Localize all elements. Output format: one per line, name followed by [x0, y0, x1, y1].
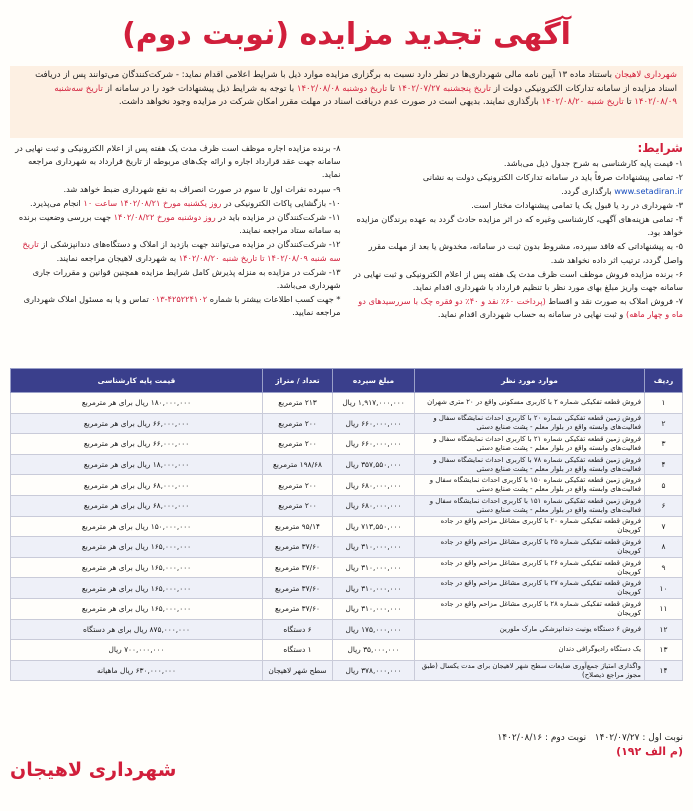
intro-date-2: تاریخ دوشنبه ۱۴۰۲/۰۸/۰۸: [296, 83, 388, 94]
intro-date-4: تاریخ شنبه ۱۴۰۲/۰۸/۲۰: [541, 97, 624, 107]
cell-deposit: ۳۵,۰۰۰,۰۰۰ ریال: [333, 640, 415, 661]
cell-item: فروش زمین قطعه تفکیکی شماره ۱۵۱ با کاربری احداث نمایشگاه سفال و فعالیت‌های وابسته واقع در بلوار معلم - پشت صنایع دستی: [415, 495, 645, 516]
cell-deposit: ۱,۹۱۷,۰۰۰,۰۰۰ ریال: [333, 393, 415, 414]
cell-deposit: ۶۶۰,۰۰۰,۰۰۰ ریال: [333, 434, 415, 455]
cell-item: فروش قطعه تفکیکی شماره ۲۷ با کاربری مشاغل مزاحم واقع در جاده کوریجان: [415, 578, 645, 599]
condition-2-tail: بارگذاری گردد.: [561, 185, 612, 196]
condition-2: [353, 171, 684, 197]
cell-area: ۲۰۰ مترمربع: [263, 434, 333, 455]
table-row: [11, 619, 683, 640]
cell-area: ۱۹۸/۶۸ مترمربع: [263, 454, 333, 475]
cell-base-price: ۷۰۰,۰۰۰,۰۰۰ ریال: [11, 640, 263, 661]
table-row: [11, 557, 683, 578]
cell-area: ۱ دستگاه: [263, 640, 333, 661]
table-row: [11, 640, 683, 661]
cell-area: ۶ دستگاه: [263, 619, 333, 640]
cell-area: ۳۷/۶۰ مترمربع: [263, 537, 333, 558]
table-row: [11, 475, 683, 496]
cell-deposit: ۳۱۰,۰۰۰,۰۰۰ ریال: [333, 578, 415, 599]
condition-11-date: روز دوشنبه مورخ ۱۴۰۲/۰۸/۲۲: [113, 212, 216, 223]
table-row: [11, 393, 683, 414]
cell-area: ۳۷/۶۰ مترمربع: [263, 557, 333, 578]
cell-item: فروش ۶ دستگاه یونیت دندانپزشکی مارک ملورین: [415, 619, 645, 640]
table-row: [11, 516, 683, 537]
cell-row-no: ۱۳: [645, 640, 683, 661]
footer: [10, 731, 683, 803]
cell-row-no: ۵: [645, 475, 683, 496]
cell-deposit: ۳۵۷,۵۵۰,۰۰۰ ریال: [333, 454, 415, 475]
cell-deposit: ۶۸۰,۰۰۰,۰۰۰ ریال: [333, 495, 415, 516]
conditions-left: [10, 142, 341, 360]
col-header-item: موارد مورد نظر: [415, 369, 645, 393]
cell-row-no: ۳: [645, 434, 683, 455]
cell-deposit: ۶۶۰,۰۰۰,۰۰۰ ریال: [333, 413, 415, 434]
table-row: [11, 578, 683, 599]
publish-dates: [10, 731, 683, 745]
col-header-deposit: مبلغ سپرده: [333, 369, 415, 393]
cell-base-price: ۶۸,۰۰۰,۰۰۰ ریال برای هر مترمربع: [11, 495, 263, 516]
condition-14-text: * جهت کسب اطلاعات بیشتر با شماره: [209, 294, 341, 305]
cell-base-price: ۶۸,۰۰۰,۰۰۰ ریال برای هر مترمربع: [11, 475, 263, 496]
cell-base-price: ۱۵۰,۰۰۰,۰۰۰ ریال برای هر مترمربع: [11, 516, 263, 537]
condition-5: ۵- به پیشنهاداتی که فاقد سپرده، مشروط بدون ثبت در سامانه، مخدوش یا بعد از مهلت مقرر واصل گردد، ترتیب اثر داده نخواهد شد.: [368, 241, 683, 265]
cell-row-no: ۱: [645, 393, 683, 414]
condition-8: ۸- برنده مزایده اجاره موظف است ظرف مدت یک هفته پس از اعلام الکترونیکی و ثبت نهایی در سامانه جهت عقد قرارداد اجاره و ارائه چک‌های مربوطه از تاریخ قرارداد به شهرداری مراجعه نماید.: [15, 143, 341, 180]
cell-area: ۲۰۰ مترمربع: [263, 495, 333, 516]
table-row: [11, 598, 683, 619]
condition-12-tail: به شهرداری لاهیجان مراجعه نمایند.: [56, 252, 177, 263]
cell-base-price: ۸۷۵,۰۰۰,۰۰۰ ریال برای هر دستگاه: [11, 619, 263, 640]
condition-12-text: ۱۲- شرکت‌کنندگان در مزایده می‌توانند جهت بازدید از املاک و دستگاه‌های دندانپزشکی از: [41, 239, 341, 250]
cell-row-no: ۴: [645, 454, 683, 475]
conditions-heading: شرایط:: [637, 142, 683, 155]
second-publish: نوبت دوم : ۱۴۰۲/۰۸/۱۶: [497, 733, 587, 743]
condition-1: ۱- قیمت پایه کارشناسی به شرح جدول ذیل می‌باشد.: [503, 158, 683, 169]
cell-item: فروش قطعه تفکیکی شماره ۲۶ با کاربری مشاغل مزاحم واقع در جاده کوریجان: [415, 557, 645, 578]
cell-base-price: ۱۶۵,۰۰۰,۰۰۰ ریال برای هر مترمربع: [11, 578, 263, 599]
cell-row-no: ۸: [645, 537, 683, 558]
condition-10-tail: انجام می‌پذیرد.: [29, 197, 81, 208]
col-header-row-no: ردیف: [645, 369, 683, 393]
condition-7-terms: (پرداخت ۶۰٪ نقد و ۴۰٪ دو فقره چک با سررسیدهای دو ماه و چهار ماهه): [358, 296, 683, 320]
cell-deposit: ۳۷۸,۰۰۰,۰۰۰ ریال: [333, 660, 415, 681]
cell-base-price: ۱۸۰,۰۰۰,۰۰۰ ریال برای هر مترمربع: [11, 393, 263, 414]
cell-item: فروش قطعه تفکیکی شماره ۲ با کاربری مسکونی واقع در ۲۰ متری شهران: [415, 393, 645, 414]
condition-14-tail: تماس و یا به مسئول املاک شهرداری مراجعه نمایید.: [23, 294, 341, 318]
cell-base-price: ۶۶,۰۰۰,۰۰۰ ریال برای هر مترمربع: [11, 434, 263, 455]
conditions-right: [353, 142, 684, 360]
cell-row-no: ۶: [645, 495, 683, 516]
cell-area: ۳۷/۶۰ مترمربع: [263, 578, 333, 599]
condition-11: [10, 211, 341, 237]
cell-deposit: ۳۱۰,۰۰۰,۰۰۰ ریال: [333, 557, 415, 578]
condition-4: ۴- تمامی هزینه‌های آگهی، کارشناسی وغیره که در اثر مزایده حادث گردد به عهده برندگان مزایده خواهد بود.: [356, 214, 683, 238]
cell-deposit: ۳۱۰,۰۰۰,۰۰۰ ریال: [333, 598, 415, 619]
cell-row-no: ۱۰: [645, 578, 683, 599]
col-header-area: تعداد / متراژ: [263, 369, 333, 393]
cell-base-price: ۱۶۵,۰۰۰,۰۰۰ ریال برای هر مترمربع: [11, 598, 263, 619]
col-header-base-price: قیمت پایه کارشناسی: [11, 369, 263, 393]
condition-12-date: تاریخ سه شنبه ۱۴۰۲/۰۸/۰۹ تا تاریخ شنبه ۱۴۰۲/۰۸/۲۰: [22, 239, 341, 263]
table-row: [11, 413, 683, 434]
intro-date-3: تاریخ سه‌شنبه ۱۴۰۲/۰۸/۰۹: [54, 83, 677, 107]
condition-6: ۶- برنده مزایده فروش موظف است ظرف مدت یک هفته پس از اعلام الکترونیکی و ثبت نهایی در سامانه جهت واریز مبلغ بهای مورد نظر با تنظیم قرارداد با شهرداری اقدام نماید.: [353, 268, 683, 293]
cell-item: فروش زمین قطعه تفکیکی شماره ۱۵۰ با کاربری احداث نمایشگاه سفال و فعالیت‌های وابسته واقع در بلوار معلم - پشت صنایع دستی: [415, 475, 645, 496]
cell-row-no: ۱۱: [645, 598, 683, 619]
condition-11-text: ۱۱- شرکت‌کنندگان در مزایده باید در: [218, 212, 341, 223]
intro-paragraph: [10, 66, 683, 138]
intro-text-1: باستناد ماده ۱۳ آیین نامه مالی شهرداری‌ها در نظر دارد نسبت به برگزاری مزایده موارد ذیل با شرایط اعلامی اقدام نماید: - شرکت‌کنندگان می‌توانند پس از دریافت اسناد مزایده از سامانه تدارکات الکترونیکی دولت از: [35, 70, 677, 94]
cell-base-price: ۱۶۵,۰۰۰,۰۰۰ ریال برای هر مترمربع: [11, 537, 263, 558]
cell-base-price: ۱۸,۰۰۰,۰۰۰ ریال برای هر مترمربع: [11, 454, 263, 475]
auction-table: [10, 368, 683, 681]
condition-14-phone: ۴۲۵۲۲۴۱۰۲-۰۱۳: [151, 294, 208, 305]
condition-14: [10, 293, 341, 319]
cell-item: فروش قطعه تفکیکی شماره ۲۵ با کاربری مشاغل مزاحم واقع در جاده کوریجان: [415, 537, 645, 558]
cell-row-no: ۱۲: [645, 619, 683, 640]
cell-row-no: ۷: [645, 516, 683, 537]
cell-row-no: ۹: [645, 557, 683, 578]
table-row: [11, 660, 683, 681]
table-row: [11, 537, 683, 558]
cell-item: واگذاری امتیاز جمع‌آوری ضایعات سطح شهر لاهیجان برای مدت یکسال (طبق مجوز مراجع ذیصلاح): [415, 660, 645, 681]
condition-11-tail: جهت بررسی وضعیت برنده به سامانه ستاد مراجعه نمایند.: [18, 212, 341, 236]
cell-base-price: ۶۶,۰۰۰,۰۰۰ ریال برای هر مترمربع: [11, 413, 263, 434]
condition-10-text: ۱۰- بازگشایی پاکات الکترونیکی در: [224, 197, 341, 208]
cell-item: فروش زمین قطعه تفکیکی شماره ۷۸ با کاربری احداث نمایشگاه سفال و فعالیت‌های وابسته واقع در بلوار معلم - پشت صنایع دستی: [415, 454, 645, 475]
table-row: [11, 434, 683, 455]
condition-13: ۱۳- شرکت در مزایده به منزله پذیرش کامل شرایط مزایده همچنین قوانین و مقررات جاری شهرداری می‌باشد.: [32, 266, 341, 291]
condition-7-tail: و ثبت نهایی در سامانه به حساب شهرداری اقدام نماید.: [437, 309, 624, 320]
condition-7: [353, 295, 684, 321]
cell-row-no: ۲: [645, 413, 683, 434]
cell-deposit: ۱۷۵,۰۰۰,۰۰۰ ریال: [333, 619, 415, 640]
condition-12: [10, 238, 341, 264]
cell-base-price: ۶۳۰,۰۰۰,۰۰۰ ریال ماهیانه: [11, 660, 263, 681]
cell-item: فروش قطعه تفکیکی شماره ۲۰ با کاربری مشاغل مزاحم واقع در جاده کوریجان: [415, 516, 645, 537]
conditions-columns: [10, 142, 683, 360]
cell-item: فروش زمین قطعه تفکیکی شماره ۲۰ با کاربری احداث نمایشگاه سفال و فعالیت‌های وابسته واقع در بلوار معلم - پشت صنایع دستی: [415, 413, 645, 434]
intro-text-5: بارگذاری نمایند. بدیهی است در صورت عدم دریافت اسناد در مهلت مقرر امکان شرکت در مزایده وجود نخواهد داشت.: [118, 97, 539, 107]
cell-area: ۲۰۰ مترمربع: [263, 413, 333, 434]
intro-date-1: تاریخ پنجشنبه ۱۴۰۲/۰۷/۲۷: [397, 83, 491, 94]
cell-deposit: ۳۱۰,۰۰۰,۰۰۰ ریال: [333, 537, 415, 558]
ad-code: (م الف ۱۹۲): [616, 745, 683, 758]
cell-base-price: ۱۶۵,۰۰۰,۰۰۰ ریال برای هر مترمربع: [11, 557, 263, 578]
cell-deposit: ۷۱۳,۵۵۰,۰۰۰ ریال: [333, 516, 415, 537]
condition-2-site: www.setadiran.ir: [614, 185, 683, 196]
cell-row-no: ۱۴: [645, 660, 683, 681]
condition-2-text: ۲- تمامی پیشنهادات صرفاً باید در سامانه تدارکات الکترونیکی دولت به نشانی: [422, 172, 683, 183]
condition-10: [10, 197, 341, 210]
page-title: آگهی تجدید مزایده (نوبت دوم): [122, 17, 571, 52]
table-row: [11, 454, 683, 475]
intro-text-4: تا: [626, 97, 632, 107]
first-publish: نوبت اول : ۱۴۰۲/۰۷/۲۷: [594, 733, 683, 743]
cell-area: ۲۱۳ مترمربع: [263, 393, 333, 414]
cell-item: یک دستگاه رادیوگرافی دندان: [415, 640, 645, 661]
intro-text-3: با توجه به شرایط ذیل پیشنهادات خود را در سامانه از: [105, 83, 295, 94]
cell-area: ۹۵/۱۴ مترمربع: [263, 516, 333, 537]
cell-deposit: ۶۸۰,۰۰۰,۰۰۰ ریال: [333, 475, 415, 496]
table-row: [11, 495, 683, 516]
condition-3: ۳- شهرداری در رد یا قبول یک یا تمامی پیشنهادات مختار است.: [471, 199, 683, 210]
table-header-row: [11, 369, 683, 393]
table-body: [11, 393, 683, 681]
intro-text-2: تا: [389, 83, 395, 94]
signature-org: شهرداری لاهیجان: [10, 759, 177, 781]
cell-area: سطح شهر لاهیجان: [263, 660, 333, 681]
condition-7-text: ۷- فروش املاک به صورت نقد و اقساط: [548, 296, 683, 307]
cell-area: ۲۰۰ مترمربع: [263, 475, 333, 496]
intro-org: شهرداری لاهیجان: [614, 70, 677, 80]
cell-item: فروش قطعه تفکیکی شماره ۲۸ با کاربری مشاغل مزاحم واقع در جاده کوریجان: [415, 598, 645, 619]
cell-area: ۳۷/۶۰ مترمربع: [263, 598, 333, 619]
condition-10-date: روز یکشنبه مورخ ۱۴۰۲/۰۸/۲۱ ساعت ۱۰: [83, 197, 222, 208]
condition-9: ۹- سپرده نفرات اول تا سوم در صورت انصراف به نفع شهرداری ضبط خواهد شد.: [63, 183, 341, 194]
cell-item: فروش زمین قطعه تفکیکی شماره ۲۱ با کاربری احداث نمایشگاه سفال و فعالیت‌های وابسته واقع در بلوار معلم - پشت صنایع دستی: [415, 434, 645, 455]
